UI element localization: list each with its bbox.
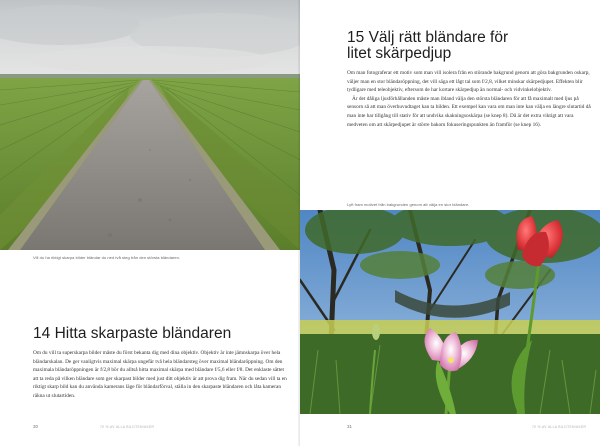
chapter-14-title: Hitta skarpaste bländaren xyxy=(54,325,232,342)
chapter-15-paragraph-2: Är det dåliga ljusförhållanden måste man ibland välja den största bländaren för att få maximalt med ljus på sensorn så att man överhuvudtaget kan ta bilden. Ett exempel kan vara om man inte kan välja en längre slutartid då man inte har tillgång till stativ för att undvika skakningsoskärpa (se knep 8). Då är det extra viktigt att vara medveten om att skärpedjupet är större bakom fokuseringspunkten än framför (se knep 16). xyxy=(347,95,591,128)
chapter-15-heading xyxy=(347,30,587,62)
tulip-photo-caption: Lyft fram motivet från bakgrunden genom att välja en stor bländare. xyxy=(347,202,470,207)
road-landscape-image xyxy=(0,0,300,250)
chapter-15-paragraph-1: Om man fotograferar ett motiv som man vill isolera från en störande bakgrund genom att göra bakgrunden oskarp, väljer man en stor bländaröppning, det vill säga ett lågt tal som f/2,8, vilket minskar skärpedjupet. Effekten blir tydligare med teleobjektiv, eftersom de har kortare skärpedjup än normal- och vidvinkelobjektiv. xyxy=(347,70,590,94)
tulips-image xyxy=(300,210,600,414)
chapter-15-body xyxy=(347,69,592,129)
road-photo-caption: Vill du ha riktigt skarpa bilder bländar du ned två steg från den största bländaren. xyxy=(33,255,181,260)
left-page-number: 30 xyxy=(33,424,39,429)
right-page-number: 31 xyxy=(347,424,353,429)
chapter-15-title-line1: Välj rätt bländare för xyxy=(368,29,509,46)
right-page xyxy=(300,0,600,446)
chapter-14-body xyxy=(33,349,288,401)
chapter-15-number: 15 xyxy=(347,29,365,46)
left-running-footer: 70 % AV ALLA BILDTEKNIKER xyxy=(100,425,155,429)
chapter-14-heading xyxy=(33,326,293,342)
chapter-14-number: 14 xyxy=(33,325,51,342)
chapter-14-paragraph: Om du vill ta superskarpa bilder måste du först bekanta dig med dina objektiv. Objektiv är inte jämnskarpa över hela bländarskalan. De ger vanligtvis maximal skärpa ungefär två hela bländarsteg över maximal bländaröppning. Om den maximala bländaröppningen är f/2,8 bör du alltså hitta maximal skärpa med bländare f/5,6 eller f/8. Det enklaste sättet att ta reda på vilken bländare som ger skarpast bilder med just ditt objektiv är att prova dig fram. När du sedan vill ta en riktigt skarp bild kan du använda kamerans läge för bländarförval, ställa in den skarpaste bländaren och låta kameran räkna ut slutartiden. xyxy=(33,350,287,399)
road-field-photo xyxy=(0,0,300,250)
right-running-footer: 70 % AV ALLA BILDTEKNIKER xyxy=(532,425,587,429)
tulip-photo xyxy=(300,210,600,414)
chapter-15-title-line2: litet skärpedjup xyxy=(347,45,452,62)
